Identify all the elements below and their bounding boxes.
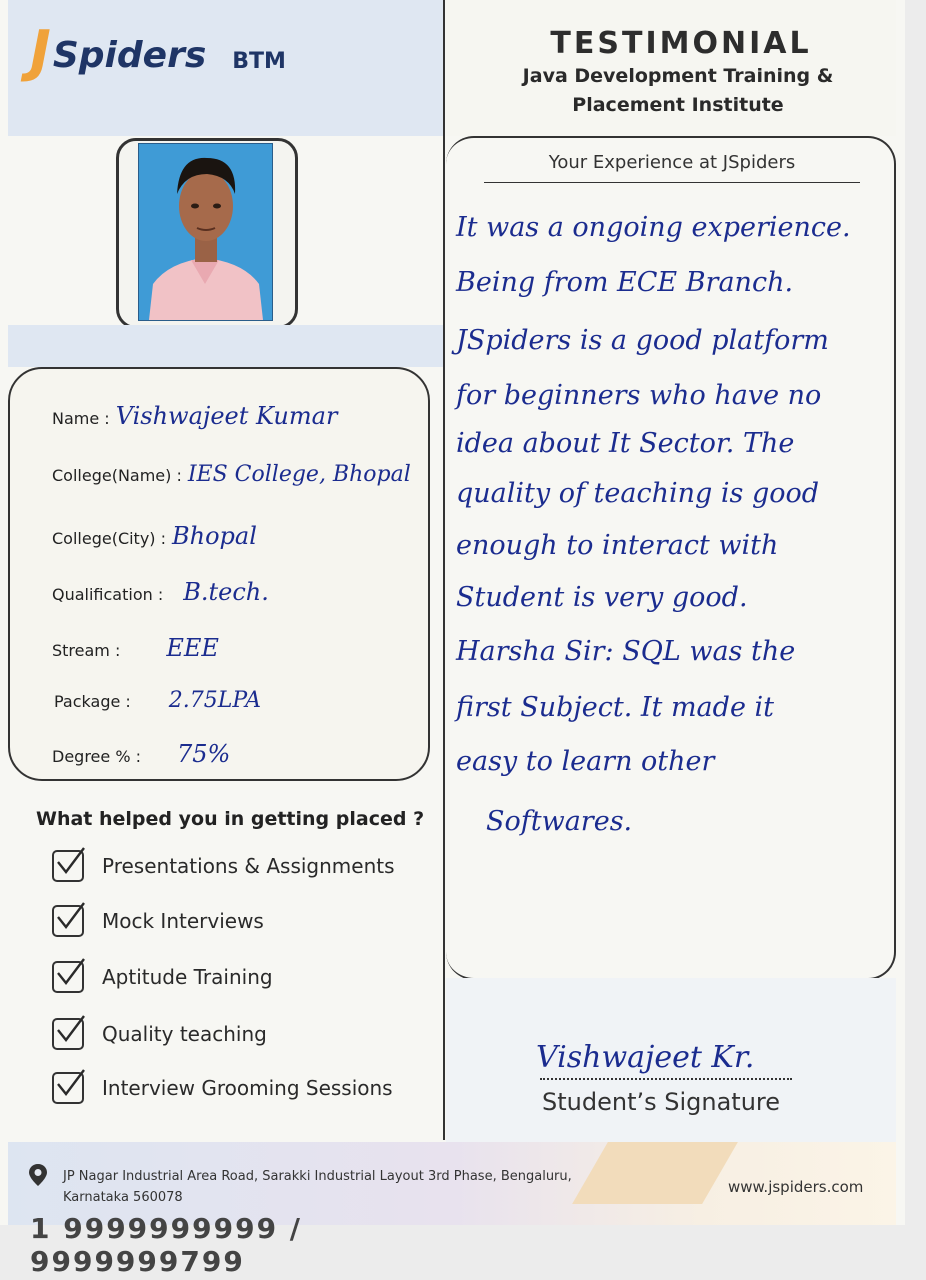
signature-label: Student’s Signature [542, 1088, 781, 1116]
checkmark-icon [52, 955, 88, 991]
experience-line: It was a ongoing experience. [456, 212, 851, 243]
logo-j: J [30, 19, 51, 84]
experience-line: for beginners who have no [456, 380, 822, 411]
address-line-1: JP Nagar Industrial Area Road, Sarakki Industrial Layout 3rd Phase, Bengaluru, [63, 1169, 572, 1184]
experience-line: JSpiders is a good platform [456, 325, 829, 356]
experience-line: first Subject. It made it [456, 692, 774, 723]
experience-line: Softwares. [486, 806, 633, 837]
checkbox[interactable] [52, 850, 84, 882]
check-label: Aptitude Training [102, 965, 273, 989]
experience-line: Harsha Sir: SQL was the [456, 636, 796, 667]
signature-line [540, 1078, 792, 1080]
check-label: Mock Interviews [102, 909, 264, 933]
checkmark-icon [52, 1012, 88, 1048]
experience-rule [484, 182, 860, 183]
experience-title: Your Experience at JSpiders [548, 152, 796, 173]
field-name-label: Name : [52, 409, 110, 428]
checkbox[interactable] [52, 1072, 84, 1104]
field-name [52, 402, 337, 430]
check-item-aptitude[interactable] [52, 961, 273, 993]
branch-name: BTM [232, 49, 286, 74]
check-item-interview-grooming[interactable] [52, 1072, 393, 1104]
subtitle-line-1: Java Development Training & [522, 65, 834, 87]
field-college-name-label: College(Name) : [52, 466, 182, 485]
page-title: TESTIMONIAL [550, 26, 812, 61]
footer-address [63, 1166, 572, 1208]
column-divider [443, 0, 445, 1140]
photo-strip [8, 325, 444, 367]
checkmark-icon [52, 1066, 88, 1102]
field-stream-value: EEE [166, 634, 219, 662]
field-degree-label: Degree % : [52, 747, 141, 766]
page-subtitle [478, 62, 878, 120]
experience-line: Being from ECE Branch. [456, 267, 794, 298]
field-college-name-value: IES College, Bhopal [187, 462, 411, 487]
check-label: Presentations & Assignments [102, 854, 395, 878]
experience-line: enough to interact with [456, 530, 779, 561]
checkmark-icon [52, 844, 88, 880]
field-college-name [52, 462, 411, 487]
check-label: Quality teaching [102, 1022, 267, 1046]
field-qualification-label: Qualification : [52, 585, 164, 604]
field-college-city-value: Bhopal [172, 522, 257, 550]
checkbox[interactable] [52, 1018, 84, 1050]
field-degree-value: 75% [177, 740, 231, 768]
jspiders-logo [30, 19, 286, 84]
field-qualification-value: B.tech. [183, 578, 269, 606]
footer-website[interactable]: www.jspiders.com [728, 1178, 864, 1196]
checkmark-icon [52, 899, 88, 935]
field-package-label: Package : [54, 692, 131, 711]
check-item-presentations[interactable] [52, 850, 395, 882]
field-college-city [52, 522, 257, 550]
field-college-city-label: College(City) : [52, 529, 167, 548]
location-pin-icon [28, 1163, 48, 1191]
check-item-mock-interviews[interactable] [52, 905, 264, 937]
student-photo [138, 143, 273, 321]
footer-phone-cropped [30, 1212, 450, 1278]
address-line-2: Karnataka 560078 [63, 1190, 183, 1205]
helped-question: What helped you in getting placed ? [36, 808, 425, 830]
check-item-quality-teaching[interactable] [52, 1018, 267, 1050]
experience-line: Student is very good. [456, 582, 748, 613]
field-package [54, 688, 261, 713]
field-stream [52, 634, 219, 662]
field-degree [52, 740, 230, 768]
field-qualification [52, 578, 269, 606]
experience-line: easy to learn other [456, 746, 715, 777]
subtitle-line-2: Placement Institute [572, 94, 784, 116]
field-name-value: Vishwajeet Kumar [115, 402, 338, 430]
student-photo-illustration [139, 144, 272, 320]
checkbox[interactable] [52, 961, 84, 993]
experience-line: idea about It Sector. The [456, 428, 795, 459]
handwritten-signature: Vishwajeet Kr. [536, 1040, 755, 1075]
check-label: Interview Grooming Sessions [102, 1076, 393, 1100]
checkbox[interactable] [52, 905, 84, 937]
experience-line: quality of teaching is good [456, 478, 820, 509]
logo-spiders: Spiders [52, 35, 207, 76]
footer-phone: 1 9999999999 / 9999999799 [30, 1212, 303, 1278]
field-stream-label: Stream : [52, 641, 121, 660]
field-package-value: 2.75LPA [168, 688, 262, 713]
